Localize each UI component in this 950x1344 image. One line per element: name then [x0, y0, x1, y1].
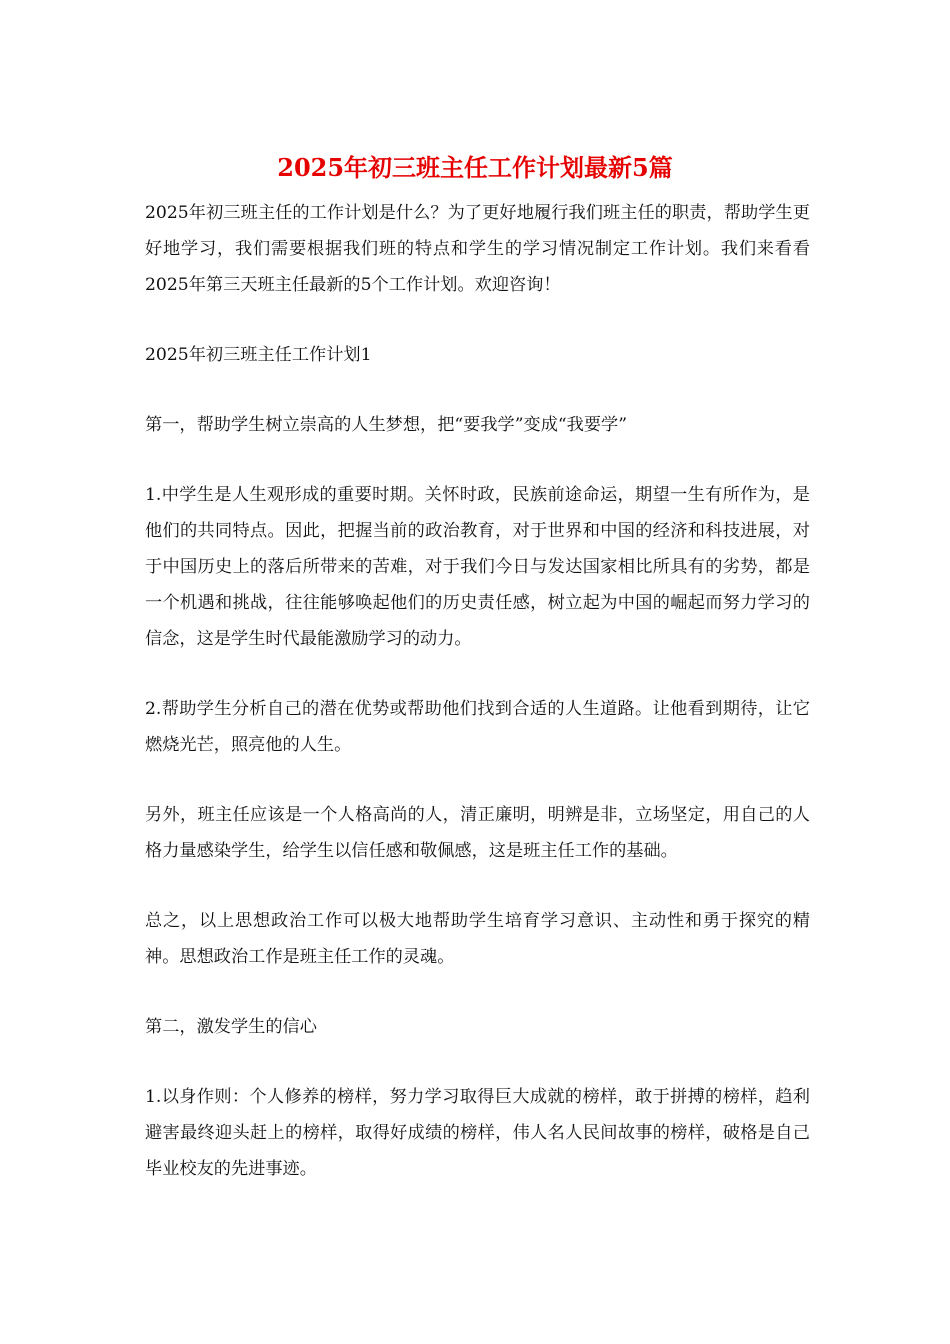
- body-paragraph: 总之，以上思想政治工作可以极大地帮助学生培育学习意识、主动性和勇于探究的精神。思想政治工作是班主任工作的灵魂。: [145, 911, 810, 967]
- body-paragraph: 1.中学生是人生观形成的重要时期。关怀时政，民族前途命运，期望一生有所作为，是他们的共同特点。因此，把握当前的政治教育，对于世界和中国的经济和科技进展，对于中国历史上的落后所带来的苦难，对于我们今日与发达国家相比所具有的劣势，都是一个机遇和挑战，往往能够唤起他们的历史责任感，树立起为中国的崛起而努力学习的信念，这是学生时代最能激励学习的动力。: [145, 485, 810, 649]
- body-paragraph: 另外，班主任应该是一个人格高尚的人，清正廉明，明辨是非，立场坚定，用自己的人格力量感染学生，给学生以信任感和敬佩感，这是班主任工作的基础。: [145, 805, 810, 861]
- body-paragraph: 2.帮助学生分析自己的潜在优势或帮助他们找到合适的人生道路。让他看到期待，让它燃烧光芒，照亮他的人生。: [145, 699, 810, 755]
- section-heading-first: 第一，帮助学生树立崇高的人生梦想，把“要我学”变成“我要学”: [145, 415, 628, 435]
- intro-paragraph: 2025年初三班主任的工作计划是什么？为了更好地履行我们班主任的职责，帮助学生更好地学习，我们需要根据我们班的特点和学生的学习情况制定工作计划。我们来看看2025年第三天班主任最新的5个工作计划。欢迎咨询！: [145, 203, 810, 295]
- document-body: [145, 195, 810, 1221]
- document-title: 2025年初三班主任工作计划最新5篇: [277, 153, 673, 182]
- body-paragraph: 1.以身作则：个人修养的榜样，努力学习取得巨大成就的榜样，敢于拼搏的榜样，趋利避害最终迎头赶上的榜样，取得好成绩的榜样，伟人名人民间故事的榜样，破格是自己毕业校友的先进事迹。: [145, 1087, 810, 1179]
- section-heading-second: 第二，激发学生的信心: [145, 1017, 317, 1037]
- plan-heading: 2025年初三班主任工作计划1: [145, 345, 372, 365]
